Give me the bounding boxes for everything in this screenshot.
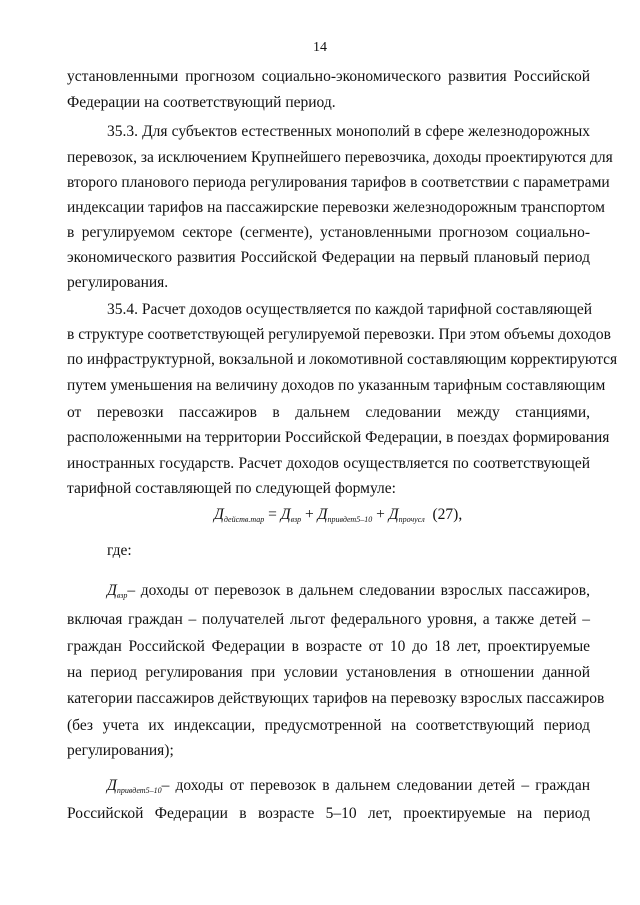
text-line: регулирования); — [67, 742, 174, 759]
definition-symbol: Д — [107, 777, 117, 794]
where-label: где: — [107, 542, 132, 559]
formula-subscript: прочусл — [398, 515, 425, 524]
text-line: от перевозки пассажиров в дальнем следовании между станциями, — [67, 404, 590, 421]
definition-subscript: взр — [116, 591, 128, 600]
definition-text: – доходы от перевозок в дальнем следовании детей – граждан — [161, 777, 590, 794]
formula-symbol: Д — [388, 506, 399, 523]
text-line: включая граждан – получателей льгот федерального уровня, а также детей – — [67, 611, 590, 628]
text-line: тарифной составляющей по следующей формуле: — [67, 480, 396, 497]
text-line: по инфраструктурной, вокзальной и локомотивной составляющим корректируются — [67, 351, 618, 368]
text-line: расположенными на территории Российской Федерации, в поездах формирования — [67, 429, 610, 446]
text-line: на период регулирования при условии установления в отношении данной — [67, 664, 590, 681]
text-line: граждан Российской Федерации в возрасте от 10 до 18 лет, проектируемые — [67, 638, 590, 655]
text-line: регулирования. — [67, 274, 169, 291]
text-line: Российской Федерации в возрасте 5–10 лет, проектируемые на период — [67, 805, 590, 822]
definition-symbol: Д — [107, 582, 117, 599]
paragraph-35-3-start: 35.3. Для субъектов естественных монополий в сфере железнодорожных — [107, 123, 590, 140]
formula-27: $Д_{действ.тар} = Д_{взр} + Д_{привдет5-10} + Д_{прочусл}$ (27), — [214, 506, 463, 524]
page-number: 14 — [313, 40, 327, 55]
text-line: экономического развития Российской Федерации на первый плановый период — [67, 249, 590, 266]
text-line: Федерации на соответствующий период. — [67, 94, 336, 111]
text-line: второго планового периода регулирования тарифов в соответствии с параметрами — [67, 174, 610, 191]
formula-subscript: действ.тар — [223, 515, 265, 524]
formula-symbol: Д — [317, 506, 328, 523]
definition-d-vzr — [107, 581, 590, 606]
definition-subscript: привдет5–10 — [116, 786, 162, 795]
text-line: перевозок, за исключением Крупнейшего перевозчика, доходы проектируются для — [67, 149, 613, 166]
formula-number: (27), — [432, 506, 463, 523]
formula-symbol: Д — [280, 506, 291, 523]
text-line: иностранных государств. Расчет доходов осуществляется по соответствующей — [67, 455, 590, 472]
text-line: в регулируемом секторе (сегменте), установленными прогнозом социально- — [67, 224, 590, 241]
text-line: индексации тарифов на пассажирские перевозки железнодорожным транспортом — [67, 199, 605, 216]
text-line: установленными прогнозом социально-экономического развития Российской — [67, 68, 590, 85]
text-line: категории пассажиров действующих тарифов на перевозку взрослых пассажиров — [67, 690, 605, 707]
formula-subscript: привдет5–10 — [327, 515, 373, 524]
definition-d-privdet — [107, 776, 590, 801]
text-line: (без учета их индексации, предусмотренной на соответствующий период — [67, 717, 590, 734]
text-line: в структуре соответствующей регулируемой перевозки. При этом объемы доходов — [67, 326, 611, 343]
paragraph-35-4-start: 35.4. Расчет доходов осуществляется по каждой тарифной составляющей — [107, 301, 593, 318]
text-line: путем уменьшения на величину доходов по указанным тарифным составляющим — [67, 377, 606, 394]
definition-text: – доходы от перевозок в дальнем следовании взрослых пассажиров, — [127, 582, 590, 599]
formula-subscript: взр — [290, 515, 302, 524]
formula-symbol: Д — [214, 506, 224, 523]
